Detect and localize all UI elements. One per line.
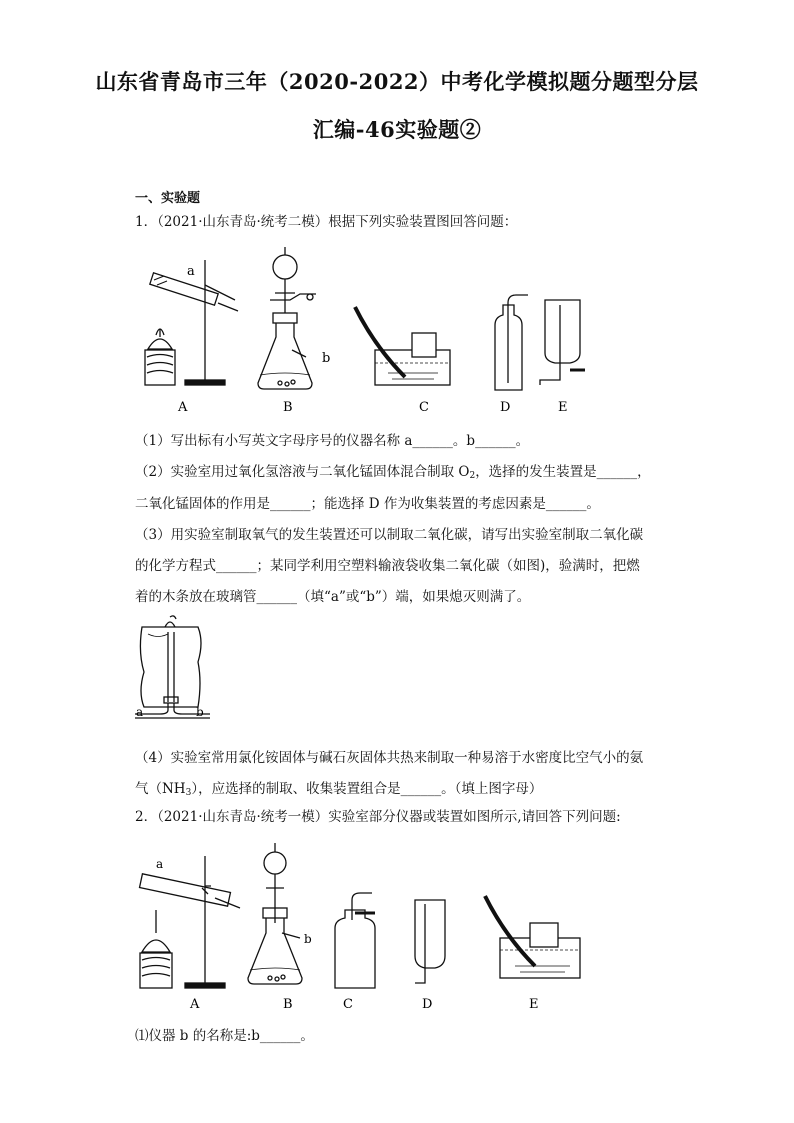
apparatus-a	[140, 856, 240, 988]
part-label-b: b	[322, 351, 331, 366]
infusion-bag-figure	[130, 612, 220, 727]
question-1-part-3-line-1: （3）用实验室制取氧气的发生装置还可以制取二氧化碳，请写出实验室制取二氧化碳	[135, 527, 644, 543]
apparatus-label: E	[558, 400, 568, 415]
bag-label-b: b	[196, 705, 204, 719]
apparatus-b	[258, 247, 316, 389]
part-label-a: a	[187, 264, 195, 279]
question-1-apparatus-figure	[130, 245, 600, 420]
part-label-a: a	[156, 857, 164, 871]
question-2-part-1: ⑴仪器 b 的名称是:b______。	[135, 1028, 314, 1044]
question-1-part-1: （1）写出标有小写英文字母序号的仪器名称 a______。b______。	[135, 433, 530, 449]
question-1-stem: 1．（2021·山东青岛·统考二模）根据下列实验装置图回答问题：	[135, 214, 518, 230]
apparatus-label: D	[500, 400, 511, 415]
document-title-line-2: 汇编-46实验题②	[312, 117, 482, 142]
part-label-b: b	[304, 932, 312, 946]
apparatus-d	[495, 295, 528, 390]
question-1-part-3-line-3: 着的木条放在玻璃管______（填“a”或“b”）端，如果熄灭则满了。	[135, 589, 531, 605]
bag-label-a: a	[136, 705, 144, 719]
apparatus-e	[485, 896, 580, 978]
apparatus-c	[335, 893, 375, 988]
apparatus-label: B	[283, 400, 293, 415]
apparatus-label: C	[343, 997, 353, 1012]
apparatus-label: B	[283, 997, 293, 1012]
apparatus-d	[415, 900, 445, 983]
question-2-stem: 2．（2021·山东青岛·统考一模）实验室部分仪器或装置如图所示,请回答下列问题:	[135, 809, 621, 825]
apparatus-b	[248, 843, 302, 984]
apparatus-label: A	[178, 400, 188, 415]
apparatus-label: A	[190, 997, 200, 1012]
question-1-part-4-line-1: （4）实验室常用氯化铵固体与碱石灰固体共热来制取一种易溶于水密度比空气小的氨	[135, 750, 644, 766]
question-1-part-2-line-2: 二氧化锰固体的作用是______；能选择 D 作为收集装置的考虑因素是______。	[135, 496, 600, 512]
question-1-part-2-line-1: （2）实验室用过氧化氢溶液与二氧化锰固体混合制取 $O_2$，选择的发生装置是______，	[135, 464, 651, 481]
apparatus-label: C	[419, 400, 429, 415]
apparatus-e	[540, 300, 585, 385]
question-1-part-4-line-2: 气$(NH_3)$，应选择的制取、收集装置组合是______。（填上图字母）	[135, 781, 543, 798]
apparatus-label: E	[529, 997, 539, 1012]
apparatus-label: D	[422, 997, 433, 1012]
document-title-line-1: 山东省青岛市三年（2020-2022）中考化学模拟题分题型分层	[95, 69, 699, 94]
section-heading: 一、实验题	[135, 191, 201, 206]
question-2-apparatus-figure	[130, 838, 600, 1013]
apparatus-c	[355, 307, 450, 385]
question-1-part-3-line-2: 的化学方程式______；某同学利用空塑料输液袋收集二氧化碳（如图)，验满时，把燃	[135, 558, 640, 574]
